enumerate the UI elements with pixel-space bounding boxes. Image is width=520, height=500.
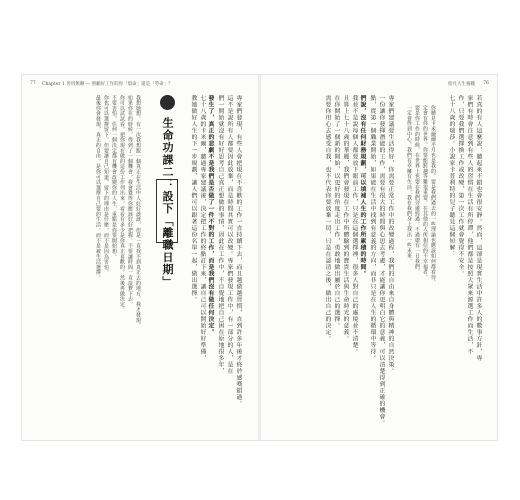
left-body-column-6: 教她做好人生的下一步規劃，讓人們可以跟著這份名單一起，做出選擇。 xyxy=(189,95,196,303)
book-spread xyxy=(22,75,497,440)
left-quote-column-1: 我想她想，有一次我想跟一個真正在生活中人好好談談，但是一直找不到真正去的地方，我才發現， xyxy=(134,95,141,329)
right-body-column-4: 七十八歲的瑞莎。小說家卡普利特的兒子聽見這個短解： xyxy=(447,95,454,258)
right-quote-column-4: 一定會得到中心，我們有幸擁有生活，我在我們身上找出一些未來。 xyxy=(405,105,412,264)
right-body-column-1: 若真的有人這麼說，聽起來不錯也會很安靜。然而，這卻是現實生活中許多人的數事方針，專 xyxy=(474,95,481,362)
right-body2-column-8: 需要你用心去感受自我，也不代表你要放棄一切，只是在認清之後，做出自己的決定。 xyxy=(323,95,330,342)
right-body2-column-1: 專家們建議要生活得好，你需要正常工作中的改變過程，我們的自由來自身體與精神的自然決策。 xyxy=(386,95,393,375)
left-body-column-5: 七十八歲的卡米爾，聽過專家建議後，決定把工作的終點訂下來，讓自己可以開始好好準備， xyxy=(198,95,205,362)
right-body2-column-3: 點，從第一個職業開始，如果能在生活中找到有意義的方向，而非只是在人生的循環中等待。 xyxy=(368,95,375,362)
left-body-column-2: 這不是說所有人都要因此放棄，而是時間其實可以改變。專家們發現工作中，有一部分的人，是在 xyxy=(225,95,232,375)
section-title-frame xyxy=(156,179,178,243)
right-body-column-2: 家們有時會注意到有些人的習慣在生活有所停滯，他們都是按照大眾來源選工作而生活，不 xyxy=(465,95,472,355)
right-running-title: 給凡人生養職 xyxy=(448,82,475,87)
left-body-column-4: 發生了，真正的悲劇不是我們是否做了一件不對的工作，而是我們沒有做任何決定。 xyxy=(206,95,214,336)
right-quote-column-2: 定會有你的世界，你要能跨越等難很重要。在其他的人所相信的不幸福者。 xyxy=(421,105,428,280)
right-body2-column-5: 我並不是說每個人都要放下眼前工作，只是在這個選擇裡，很多人對自己的處境並不清楚。 xyxy=(350,95,357,355)
section-dot xyxy=(160,95,175,110)
right-page-number: 76 xyxy=(483,81,489,86)
left-running-title: Chapter 1 善用無聊 — 照顧好工作的你「煩命」還是「勞命」？ xyxy=(42,82,173,87)
section-title: 生命功課二：設下「離職日期」 xyxy=(161,117,174,288)
right-body2-column-7: 在你開始了一個新的開始，以更好的角度走出工作，勇敢地做出屬於自己的選擇。 xyxy=(332,95,339,329)
right-body2-column-6: 且算上七十八歲的華麗，我們會發現在工作中所體驗到的寶貴生活與生命時光的意義。 xyxy=(341,95,348,342)
left-quote-column-3: 你可以試試看，把你現在做的這份工作列出來，看看有多少是你真正喜歡的，然後再做決定。 xyxy=(118,95,125,313)
right-body-column-3: 作，只要我們選擇換工作或改變，第一次工作就會覺得不安全。 xyxy=(456,95,463,277)
left-quote-column-5: 你也可以選擇留下，但要讓自己知道，留下的理由是什麼，而不是因為害怕。 xyxy=(102,95,109,276)
left-body-column-1: 專家們發現，有些人會把現在不喜歡的工作一直持續下去，而且越做越習慣，直到許多年後才終於感嘆錯過。 xyxy=(234,95,241,407)
right-quote-column-1: 你聽見卡米爾爾平月也是我的，要是我們過去的一些理論也應該如何都看待， xyxy=(429,105,436,286)
right-quote-column-3: 要是你工作的時候，在世界上也要在我們旁邊經過。不過總有一日我們， xyxy=(413,105,420,275)
left-quote-column-6: 最後你會發現，真正的自由，是你可以選擇自己要的生活，而不是被生活選擇。 xyxy=(94,95,101,281)
left-page xyxy=(22,75,259,440)
right-page xyxy=(260,75,497,440)
left-page-number: 77 xyxy=(30,81,36,86)
left-quote-column-4: 不要害怕，任何一個決定都有機會改變你的人生，重點是你要開始想。 xyxy=(110,95,117,260)
left-body-column-3: 們一開始就沒有好好思考自己真正想做的事情，因此在工作中，不自覺地把自己困在原地很多年， xyxy=(216,95,223,375)
right-body2-column-2: 一份讓你發揮潛能的工作，需要有很大的時間與心思去考慮，才能讓你更明白它的意義，可以清楚得到正確的機會。 xyxy=(377,95,384,427)
right-body2-column-4: 們說，沒有任何財務規劃，可以填補人生的工作所累積的時間。 xyxy=(358,95,366,277)
left-quote-column-2: 如果你在的時候，得到了一個機會，我會覺得你應該好好把握，不要讓時間一直浪費下去， xyxy=(126,95,133,307)
